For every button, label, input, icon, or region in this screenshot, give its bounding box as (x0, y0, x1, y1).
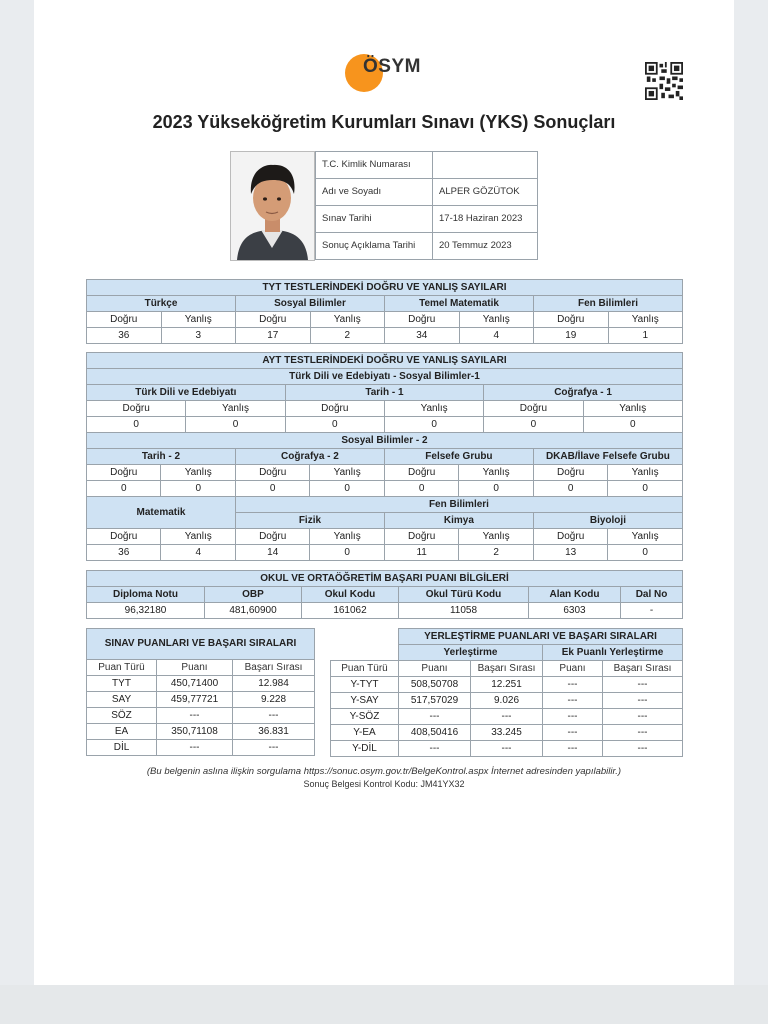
table-row (331, 677, 683, 693)
subject-header: Coğrafya - 2 (235, 449, 384, 465)
obp-header: OBP (205, 587, 302, 603)
yanlis-label: Yanlış (608, 465, 683, 481)
score-cell: 36 (87, 328, 162, 344)
identity-label: Adı ve Soyadı (316, 179, 433, 206)
table-row (331, 725, 683, 741)
score-cell: 0 (484, 417, 583, 433)
identity-value (433, 152, 538, 179)
ek-puan: --- (543, 741, 603, 757)
yanlis-label: Yanlış (583, 401, 682, 417)
score-cell: 17 (236, 328, 311, 344)
subject-header: DKAB/İlave Felsefe Grubu (533, 449, 682, 465)
column-header: Başarı Sırası (233, 660, 315, 676)
empty-corner (331, 629, 399, 661)
identity-value: ALPER GÖZÜTOK (433, 179, 538, 206)
yanlis-label: Yanlış (310, 465, 384, 481)
puan-turu: DİL (87, 740, 157, 756)
obp-header: Alan Kodu (529, 587, 621, 603)
puan-turu: Y-TYT (331, 677, 399, 693)
obp-value: 96,32180 (87, 603, 205, 619)
yanlis-label: Yanlış (608, 312, 683, 328)
ek-puan: --- (543, 677, 603, 693)
score-cell: 4 (459, 328, 534, 344)
identity-row (316, 179, 538, 206)
dogru-label: Doğru (285, 401, 384, 417)
basari-sirasi: 9.228 (233, 692, 315, 708)
table-row (87, 676, 315, 692)
score-cell: 0 (186, 417, 285, 433)
verification-note: (Bu belgenin aslına ilişkin sorgulama https://sonuc.osym.gov.tr/BelgeKontrol.aspx İnternet adresinden yapılabilir.) (146, 766, 622, 777)
puan: 408,50416 (399, 725, 471, 741)
puan-turu: Y-SÖZ (331, 709, 399, 725)
yer-title: YERLEŞTİRME PUANLARI VE BAŞARI SIRALARI (399, 629, 683, 645)
subject-header: Felsefe Grubu (384, 449, 533, 465)
identity-label: T.C. Kimlik Numarası (316, 152, 433, 179)
ek-basari-sirasi: --- (603, 677, 683, 693)
score-cell: 0 (310, 481, 384, 497)
column-header: Başarı Sırası (603, 661, 683, 677)
qr-code-icon (645, 62, 683, 100)
dogru-label: Doğru (235, 465, 309, 481)
dogru-label: Doğru (533, 529, 607, 545)
puan: 517,57029 (399, 693, 471, 709)
subject-header: Tarih - 1 (285, 385, 484, 401)
puan: --- (157, 708, 233, 724)
identity-label: Sonuç Açıklama Tarihi (316, 233, 433, 260)
yanlis-label: Yanlış (384, 401, 483, 417)
dogru-label: Doğru (384, 465, 458, 481)
identity-row (316, 206, 538, 233)
puan: 508,50708 (399, 677, 471, 693)
column-header: Başarı Sırası (471, 661, 543, 677)
score-cell: 3 (161, 328, 236, 344)
identity-table (315, 151, 538, 260)
subject-header: Sosyal Bilimler (236, 296, 385, 312)
score-cell: 19 (534, 328, 609, 344)
obp-header: Dal No (621, 587, 683, 603)
basari-sirasi: --- (471, 741, 543, 757)
obp-value: 11058 (399, 603, 529, 619)
basari-sirasi: 33.245 (471, 725, 543, 741)
yanlis-label: Yanlış (161, 465, 235, 481)
dogru-label: Doğru (87, 401, 186, 417)
puan: 459,77721 (157, 692, 233, 708)
identity-row (316, 152, 538, 179)
yanlis-label: Yanlış (310, 529, 384, 545)
table-row (331, 693, 683, 709)
obp-header: Okul Kodu (302, 587, 399, 603)
yanlis-label: Yanlış (459, 465, 533, 481)
score-cell: 36 (87, 545, 161, 561)
puan-turu: Y-SAY (331, 693, 399, 709)
puan: --- (157, 740, 233, 756)
ek-puan: --- (543, 693, 603, 709)
subject-header: Türk Dili ve Edebiyatı (87, 385, 286, 401)
puan-turu: Y-EA (331, 725, 399, 741)
dogru-label: Doğru (384, 529, 458, 545)
column-header: Puanı (399, 661, 471, 677)
column-header: Puanı (543, 661, 603, 677)
puan: --- (399, 741, 471, 757)
tyt-title: TYT TESTLERİNDEKİ DOĞRU VE YANLIŞ SAYILARI (87, 280, 683, 296)
basari-sirasi: 36.831 (233, 724, 315, 740)
subject-header: Biyoloji (533, 513, 682, 529)
puan-turu: EA (87, 724, 157, 740)
puan: 350,71108 (157, 724, 233, 740)
yanlis-label: Yanlış (161, 529, 235, 545)
sinav-puanlari-table (86, 628, 315, 756)
score-cell: 0 (87, 417, 186, 433)
puan: --- (399, 709, 471, 725)
yer-sub-header: Yerleştirme (399, 645, 543, 661)
ek-puan: --- (543, 725, 603, 741)
score-cell: 0 (459, 481, 533, 497)
score-cell: 0 (384, 481, 458, 497)
ayt-group1-title: Türk Dili ve Edebiyatı - Sosyal Bilimler-1 (87, 369, 683, 385)
page-title: 2023 Yükseköğretim Kurumları Sınavı (YKS) Sonuçları (152, 112, 616, 132)
table-row (87, 692, 315, 708)
dogru-label: Doğru (87, 529, 161, 545)
column-header: Puan Türü (87, 660, 157, 676)
table-row (87, 740, 315, 756)
puan-turu: TYT (87, 676, 157, 692)
yerlestirme-table (330, 628, 683, 757)
identity-label: Sınav Tarihi (316, 206, 433, 233)
score-cell: 2 (310, 328, 385, 344)
subject-header: Fen Bilimleri (534, 296, 683, 312)
obp-value: 6303 (529, 603, 621, 619)
puan-turu: SÖZ (87, 708, 157, 724)
dogru-label: Doğru (87, 312, 162, 328)
yanlis-label: Yanlış (186, 401, 285, 417)
subject-header: Kimya (384, 513, 533, 529)
obp-table (86, 570, 683, 619)
table-row (87, 724, 315, 740)
score-cell: 11 (384, 545, 458, 561)
subject-header: Tarih - 2 (87, 449, 236, 465)
dogru-label: Doğru (236, 312, 311, 328)
score-cell: 0 (161, 481, 235, 497)
score-cell: 1 (608, 328, 683, 344)
logo-text: ÖSYM (363, 56, 421, 77)
ayt-group2-title: Sosyal Bilimler - 2 (87, 433, 683, 449)
subject-header: Türkçe (87, 296, 236, 312)
basari-sirasi: 9.026 (471, 693, 543, 709)
basari-sirasi: --- (233, 740, 315, 756)
puan-turu: SAY (87, 692, 157, 708)
score-cell: 0 (608, 481, 683, 497)
subject-header: Coğrafya - 1 (484, 385, 683, 401)
subject-header: Fizik (235, 513, 384, 529)
score-cell: 2 (459, 545, 533, 561)
score-cell: 34 (385, 328, 460, 344)
score-cell: 0 (583, 417, 682, 433)
table-row (331, 709, 683, 725)
dogru-label: Doğru (87, 465, 161, 481)
puan-turu: Y-DİL (331, 741, 399, 757)
ayt-table (86, 352, 683, 561)
ek-puan-sub-header: Ek Puanlı Yerleştirme (543, 645, 683, 661)
background-shade (0, 985, 768, 1024)
ek-basari-sirasi: --- (603, 725, 683, 741)
subject-header: Temel Matematik (385, 296, 534, 312)
table-row (331, 741, 683, 757)
ek-basari-sirasi: --- (603, 693, 683, 709)
basari-sirasi: 12.251 (471, 677, 543, 693)
score-cell: 0 (285, 417, 384, 433)
ek-basari-sirasi: --- (603, 709, 683, 725)
yanlis-label: Yanlış (608, 529, 683, 545)
dogru-label: Doğru (484, 401, 583, 417)
dogru-label: Doğru (533, 465, 607, 481)
yanlis-label: Yanlış (161, 312, 236, 328)
column-header: Puanı (157, 660, 233, 676)
identity-value: 20 Temmuz 2023 (433, 233, 538, 260)
basari-sirasi: --- (233, 708, 315, 724)
score-cell: 0 (310, 545, 384, 561)
obp-title: OKUL VE ORTAÖĞRETİM BAŞARI PUANI BİLGİLERİ (87, 571, 683, 587)
score-cell: 0 (384, 417, 483, 433)
identity-value: 17-18 Haziran 2023 (433, 206, 538, 233)
identity-row (316, 233, 538, 260)
table-row (87, 708, 315, 724)
osym-logo (345, 52, 435, 96)
obp-header: Diploma Notu (87, 587, 205, 603)
candidate-photo (230, 151, 315, 261)
puan: 450,71400 (157, 676, 233, 692)
ek-basari-sirasi: --- (603, 741, 683, 757)
control-code: Sonuç Belgesi Kontrol Kodu: JM41YX32 (303, 779, 465, 789)
dogru-label: Doğru (534, 312, 609, 328)
obp-header: Okul Türü Kodu (399, 587, 529, 603)
dogru-label: Doğru (235, 529, 309, 545)
yanlis-label: Yanlış (310, 312, 385, 328)
yanlis-label: Yanlış (459, 312, 534, 328)
obp-value: 481,60900 (205, 603, 302, 619)
fen-bilimleri-header: Fen Bilimleri (235, 497, 682, 513)
dogru-label: Doğru (385, 312, 460, 328)
obp-value: - (621, 603, 683, 619)
basari-sirasi: 12.984 (233, 676, 315, 692)
score-cell: 0 (608, 545, 683, 561)
basari-sirasi: --- (471, 709, 543, 725)
yanlis-label: Yanlış (459, 529, 533, 545)
ek-puan: --- (543, 709, 603, 725)
subject-header-matematik: Matematik (87, 497, 236, 529)
sinav-title: SINAV PUANLARI VE BAŞARI SIRALARI (87, 629, 315, 660)
score-cell: 13 (533, 545, 607, 561)
score-cell: 4 (161, 545, 235, 561)
score-cell: 0 (235, 481, 309, 497)
obp-value: 161062 (302, 603, 399, 619)
tyt-table (86, 279, 683, 344)
score-cell: 0 (533, 481, 607, 497)
score-cell: 0 (87, 481, 161, 497)
person-photo-icon (231, 152, 314, 260)
column-header: Puan Türü (331, 661, 399, 677)
score-cell: 14 (235, 545, 309, 561)
ayt-title: AYT TESTLERİNDEKİ DOĞRU VE YANLIŞ SAYILARI (87, 353, 683, 369)
